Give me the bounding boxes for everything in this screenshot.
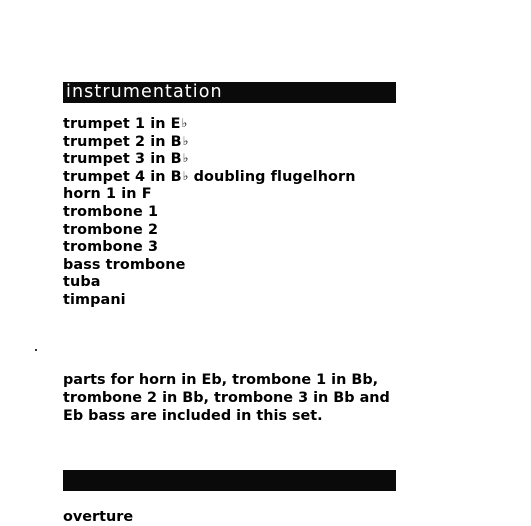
next-section-bar [63, 470, 396, 491]
flat-sign: ♭ [182, 168, 189, 183]
parts-note [63, 372, 403, 425]
flat-sign: ♭ [181, 116, 188, 130]
note-line: trombone 2 in Bb, trombone 3 in Bb and [63, 389, 390, 406]
instrument-list [63, 116, 356, 310]
instrument-item: trumpet 2 in B♭ [63, 133, 189, 150]
instrument-item: trumpet 4 in B♭ doubling flugelhorn [63, 168, 356, 185]
instrumentation-header-bar [63, 82, 396, 103]
flat-sign: ♭ [182, 133, 189, 148]
stray-dot [35, 349, 37, 351]
instrument-item: tuba [63, 274, 101, 291]
instrumentation-heading: instrumentation [66, 82, 223, 102]
instrument-item: trombone 1 [63, 203, 159, 220]
note-line: parts for horn in Eb, trombone 1 in Bb, [63, 372, 379, 388]
note-line: Eb bass are included in this set. [63, 407, 323, 424]
instrument-item: trumpet 3 in B♭ [63, 151, 189, 168]
instrument-item: horn 1 in F [63, 186, 152, 203]
instrument-item: trombone 3 [63, 239, 159, 256]
flat-sign: ♭ [182, 151, 189, 166]
instrument-item: trumpet 1 in E♭ [63, 116, 188, 132]
instrument-item: timpani [63, 291, 126, 308]
instrument-item: bass trombone [63, 256, 186, 273]
next-section-text: overture [63, 509, 134, 525]
instrument-item: trombone 2 [63, 221, 159, 238]
